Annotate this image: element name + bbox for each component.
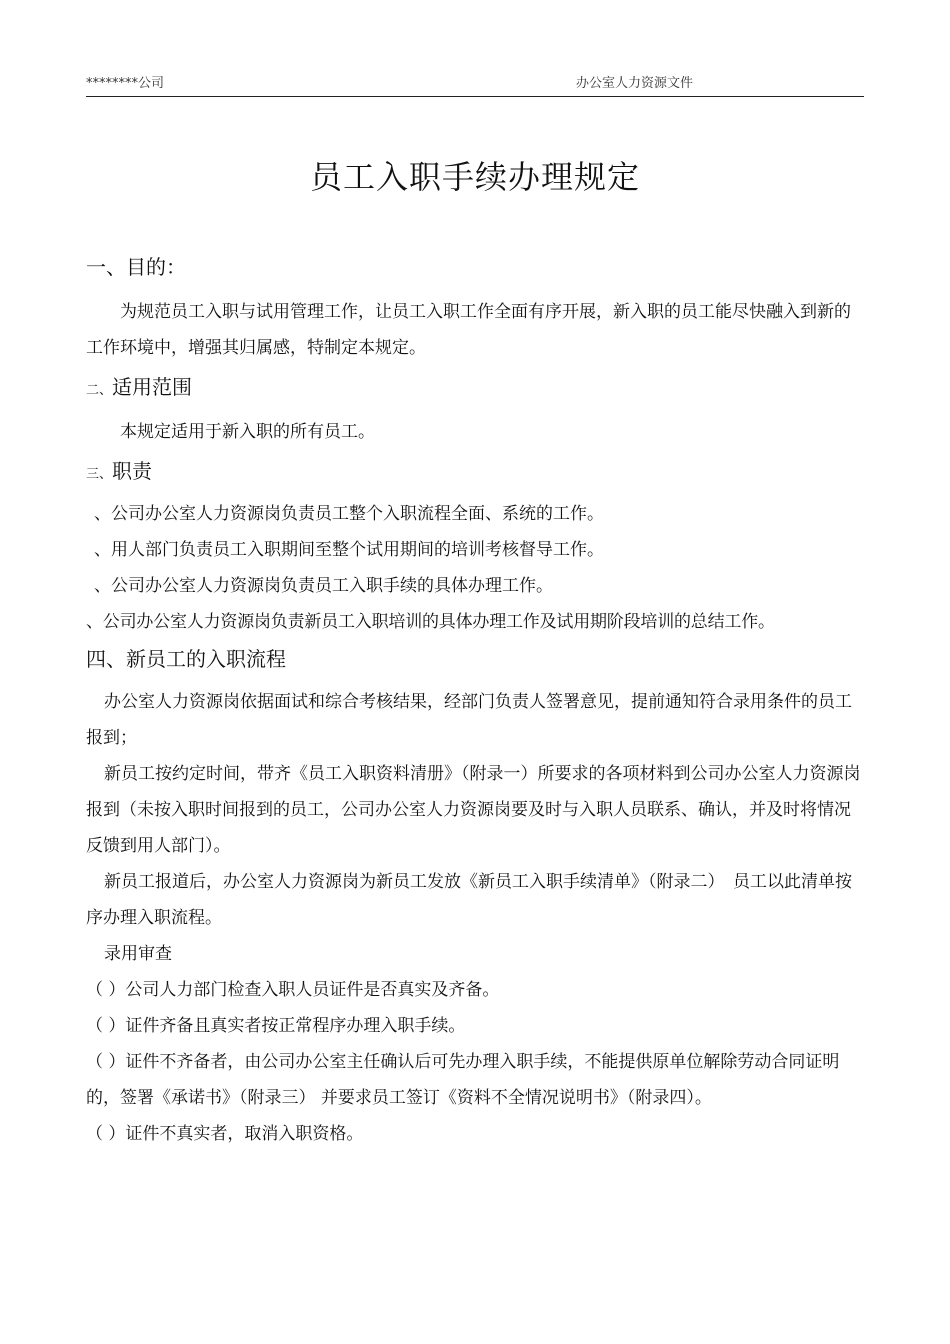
check-item: （ ）证件齐备且真实者按正常程序办理入职手续。 <box>86 1016 466 1036</box>
section-duties <box>86 456 866 640</box>
paragraph: 为规范员工入职与试用管理工作，让员工入职工作全面有序开展，新入职的员工能尽快融入到新的工作环境中，增强其归属感，特制定本规定。 <box>86 302 851 358</box>
list-item: 、公司办公室人力资源岗负责新员工入职培训的具体办理工作及试用期阶段培训的总结工作。 <box>86 612 775 632</box>
document-body <box>86 252 866 1152</box>
section-heading <box>86 456 866 490</box>
section-title: 适用范围 <box>112 375 193 399</box>
section-title: 职责 <box>112 459 153 483</box>
check-item: （ ）证件不真实者，取消入职资格。 <box>86 1124 364 1144</box>
check-item: （ ）公司人力部门检查入职人员证件是否真实及齐备。 <box>86 980 500 1000</box>
paragraph: 新员工报道后，办公室人力资源岗为新员工发放《新员工入职手续清单》（附录二） 员工以此清单按序办理入职流程。 <box>86 872 852 928</box>
sub-heading: 录用审查 <box>104 944 172 964</box>
section-heading <box>86 372 866 406</box>
page-header <box>86 70 864 97</box>
section-purpose <box>86 252 866 366</box>
paragraph: 新员工按约定时间，带齐《员工入职资料清册》（附录一）所要求的各项材料到公司办公室人力资源岗报到（未按入职时间报到的员工，公司办公室人力资源岗要及时与入职人员联系、确认，并及时将情况反馈到用人部门）。 <box>86 764 861 856</box>
header-doc-type: 办公室人力资源文件 <box>576 76 694 91</box>
list-item: 、公司办公室人力资源岗负责员工入职手续的具体办理工作。 <box>94 576 553 596</box>
paragraph: 办公室人力资源岗依据面试和综合考核结果，经部门负责人签署意见，提前通知符合录用条件的员工报到； <box>86 692 852 748</box>
section-onboarding-flow <box>86 644 866 1152</box>
check-item: （ ）证件不齐备者，由公司办公室主任确认后可先办理入职手续，不能提供原单位解除劳动合同证明的，签署《承诺书》（附录三） 并要求员工签订《资料不全情况说明书》（附录四）。 <box>86 1052 840 1108</box>
list-item: 、公司办公室人力资源岗负责员工整个入职流程全面、系统的工作。 <box>94 504 604 524</box>
section-number: 三、 <box>86 467 113 482</box>
section-heading: 一、目的： <box>86 255 186 279</box>
document-title: 员工入职手续办理规定 <box>309 158 640 196</box>
section-heading: 四、新员工的入职流程 <box>86 647 286 671</box>
header-company: ********公司 <box>86 76 165 91</box>
section-scope <box>86 372 866 450</box>
paragraph: 本规定适用于新入职的所有员工。 <box>120 422 375 442</box>
list-item: 、用人部门负责员工入职期间至整个试用期间的培训考核督导工作。 <box>94 540 604 560</box>
section-number: 二、 <box>86 383 113 398</box>
